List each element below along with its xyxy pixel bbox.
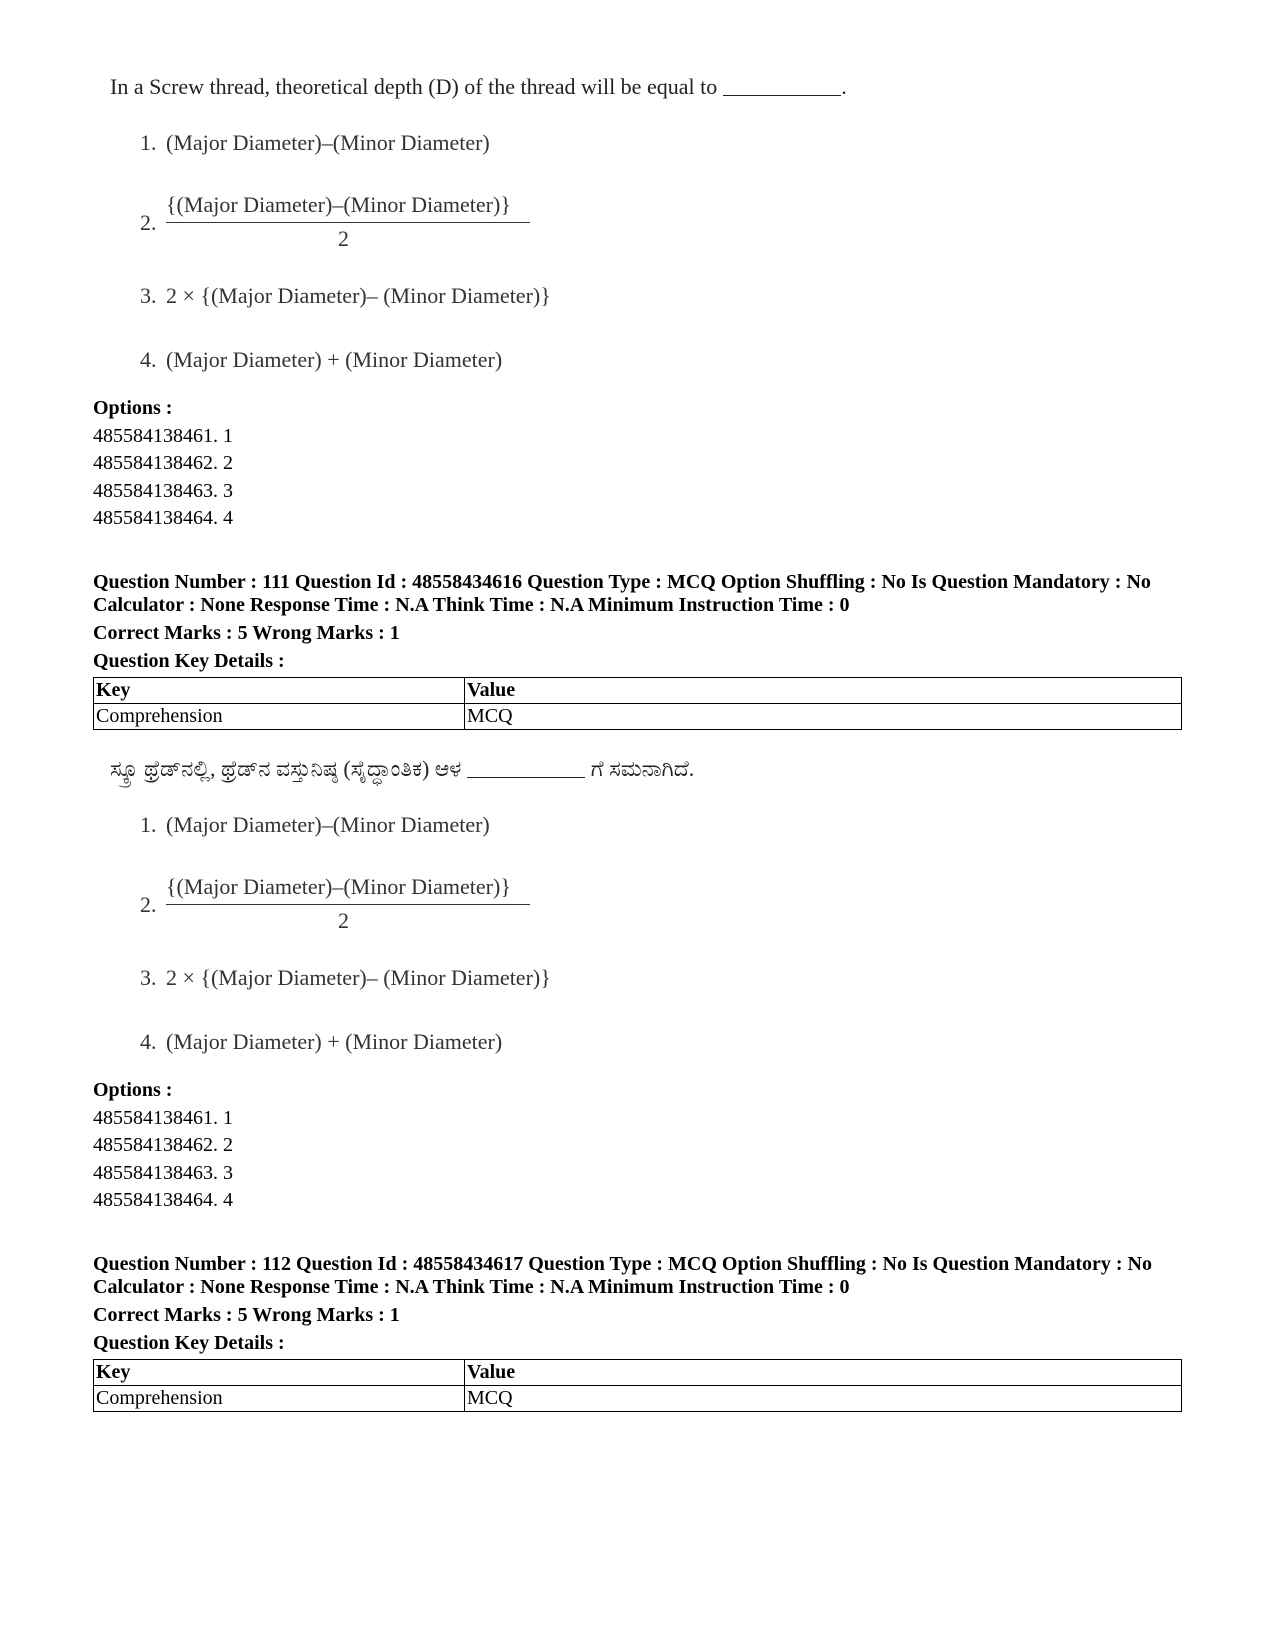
answer-blank: [723, 95, 841, 96]
marks-line: Correct Marks : 5 Wrong Marks : 1: [93, 622, 400, 644]
option-item: 485584138463. 3: [93, 480, 233, 502]
choice-text: (Major Diameter)–(Minor Diameter): [166, 130, 490, 155]
choice-number: 4.: [140, 1029, 157, 1054]
table-header-value: Value: [465, 678, 1182, 704]
table-header-value: Value: [465, 1360, 1182, 1386]
choice-text: (Major Diameter)–(Minor Diameter): [166, 812, 490, 837]
key-value-table: [93, 1359, 1182, 1412]
choice-1: [140, 130, 490, 156]
question-stem-kannada: [110, 756, 694, 782]
marks-line: Correct Marks : 5 Wrong Marks : 1: [93, 1304, 400, 1326]
table-cell-key: Comprehension: [94, 1386, 465, 1412]
fraction-bar: [166, 904, 530, 905]
key-details-label: Question Key Details :: [93, 650, 285, 672]
choice-number: 2.: [140, 210, 157, 235]
choice-number: 1.: [140, 812, 157, 837]
question-stem-text-end: ಗೆ ಸಮನಾಗಿದೆ.: [590, 756, 695, 781]
fraction-numerator: {(Major Diameter)–(Minor Diameter)}: [166, 192, 511, 217]
choice-4: [140, 347, 502, 373]
choice-number: 4.: [140, 347, 157, 372]
table-header-key: Key: [94, 1360, 465, 1386]
question-stem-text: ಸ್ಕ್ರೂ ಥ್ರೆಡ್‌ನಲ್ಲಿ, ಥ್ರೆಡ್‌ನ ವಸ್ತುನಿಷ್ಠ (ಸೈದ್ಧಾಂತಿಕ) ಆಳ: [110, 756, 462, 781]
stem-period: .: [841, 74, 847, 99]
choice-1: [140, 812, 490, 838]
fraction-numerator: {(Major Diameter)–(Minor Diameter)}: [166, 874, 511, 899]
key-value-table: [93, 677, 1182, 730]
option-item: 485584138462. 2: [93, 1134, 233, 1156]
option-item: 485584138464. 4: [93, 1189, 233, 1211]
table-cell-value: MCQ: [465, 704, 1182, 730]
choice-text: (Major Diameter) + (Minor Diameter): [166, 347, 503, 372]
choice-4: [140, 1029, 502, 1055]
option-item: 485584138462. 2: [93, 452, 233, 474]
option-item: 485584138461. 1: [93, 1107, 233, 1129]
answer-blank: [467, 777, 585, 778]
option-item: 485584138463. 3: [93, 1162, 233, 1184]
table-header-key: Key: [94, 678, 465, 704]
choice-3: [140, 965, 551, 991]
options-title: Options :: [93, 1079, 173, 1101]
fraction-denominator: 2: [338, 908, 349, 933]
choice-3: [140, 283, 551, 309]
choice-number: 2.: [140, 892, 157, 917]
fraction-denominator: 2: [338, 226, 349, 251]
key-details-label: Question Key Details :: [93, 1332, 285, 1354]
question-meta: Question Number : 112 Question Id : 48558434617 Question Type : MCQ Option Shuffling : No Is Question Mandatory : No Calculator : None Response Time : N.A Think Time : N.A Minimum Instruction Time : 0: [93, 1253, 1152, 1298]
fraction-bar: [166, 222, 530, 223]
choice-number: 3.: [140, 965, 157, 990]
choice-text: (Major Diameter) + (Minor Diameter): [166, 1029, 503, 1054]
table-cell-key: Comprehension: [94, 704, 465, 730]
choice-text: 2 × {(Major Diameter)– (Minor Diameter)}: [166, 965, 551, 990]
options-title: Options :: [93, 397, 173, 419]
table-cell-value: MCQ: [465, 1386, 1182, 1412]
question-meta: Question Number : 111 Question Id : 48558434616 Question Type : MCQ Option Shuffling : No Is Question Mandatory : No Calculator : None Response Time : N.A Think Time : N.A Minimum Instruction Time : 0: [93, 571, 1151, 616]
question-stem-text: In a Screw thread, theoretical depth (D) of the thread will be equal to: [110, 74, 718, 99]
choice-text: 2 × {(Major Diameter)– (Minor Diameter)}: [166, 283, 551, 308]
choice-number: 3.: [140, 283, 157, 308]
option-item: 485584138464. 4: [93, 507, 233, 529]
question-stem: [110, 74, 847, 100]
option-item: 485584138461. 1: [93, 425, 233, 447]
choice-number: 1.: [140, 130, 157, 155]
